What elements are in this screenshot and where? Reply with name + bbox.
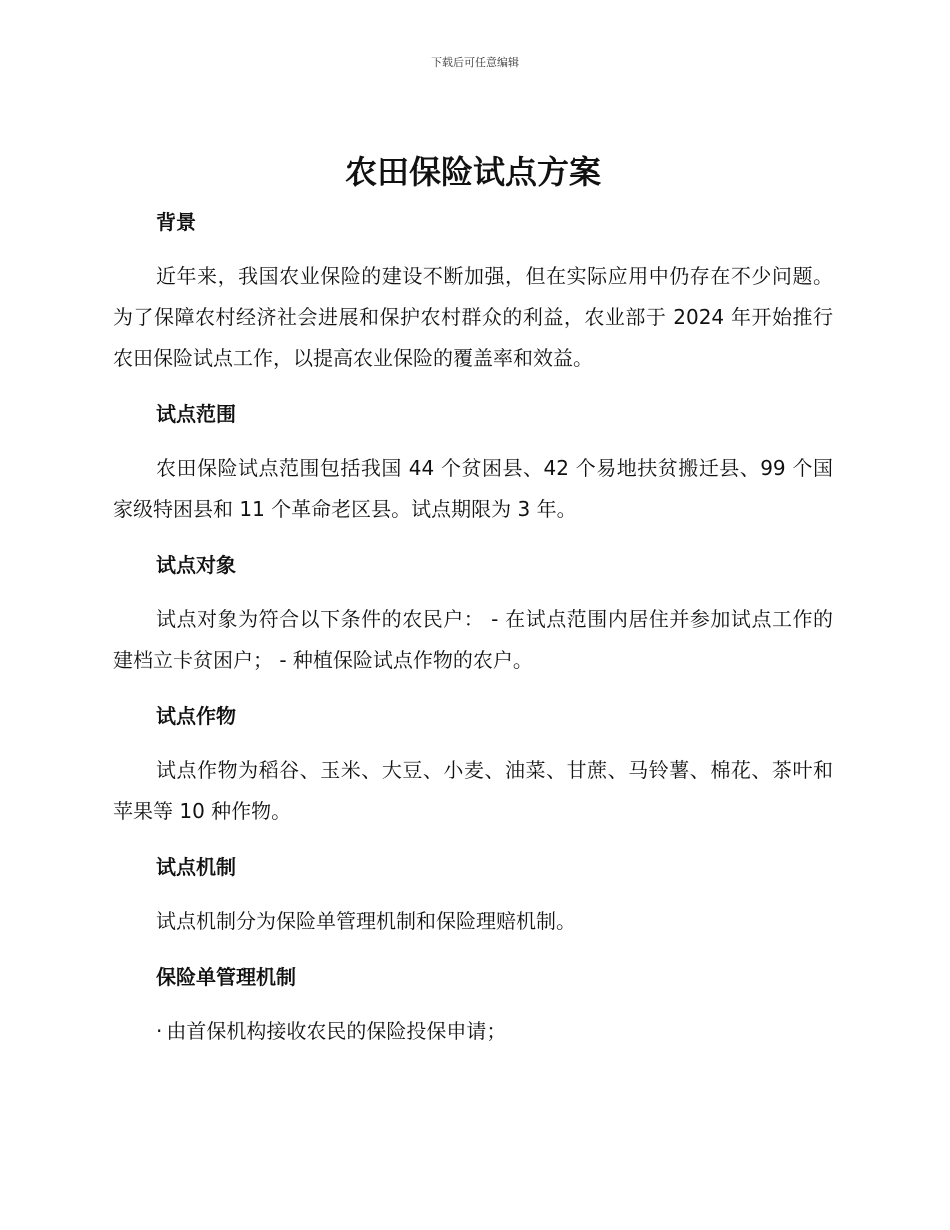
section-heading: 试点机制 xyxy=(156,855,236,879)
bullet-text: 由首保机构接收农民的保险投保申请； xyxy=(166,1019,507,1043)
section-paragraph: 试点机制分为保险单管理机制和保险理赔机制。 xyxy=(156,909,576,933)
section-heading: 试点作物 xyxy=(156,704,236,728)
section-paragraph: 近年来，我国农业保险的建设不断加强，但在实际应用中仍存在不少问题。为了保障农村经济社会进展和保护农村群众的利益，农业部于 2024 年开始推行农田保险试点工作，以提高农业保险的覆盖率和效益。 xyxy=(113,264,833,370)
section-paragraph: 试点作物为稻谷、玉米、大豆、小麦、油菜、甘蔗、马铃薯、棉花、茶叶和苹果等 10 种作物。 xyxy=(113,758,833,823)
section-heading: 背景 xyxy=(156,210,196,234)
section-paragraph: 试点对象为符合以下条件的农民户： - 在试点范围内居住并参加试点工作的建档立卡贫困户； - 种植保险试点作物的农户。 xyxy=(113,607,833,672)
document-title: 农田保险试点方案 xyxy=(344,153,601,191)
section-crops xyxy=(113,702,833,832)
document-body xyxy=(113,150,833,1052)
bullet-dot: · xyxy=(156,1019,163,1043)
section-scope xyxy=(113,400,833,530)
bullet-item xyxy=(113,1011,833,1052)
section-heading: 试点范围 xyxy=(156,402,236,426)
section-mechanism xyxy=(113,853,833,942)
section-paragraph: 农田保险试点范围包括我国 44 个贫困县、42 个易地扶贫搬迁县、99 个国家级特困县和 11 个革命老区县。试点期限为 3 年。 xyxy=(113,456,833,521)
section-heading: 试点对象 xyxy=(156,553,236,577)
section-target xyxy=(113,551,833,681)
section-background xyxy=(113,208,833,379)
section-heading: 保险单管理机制 xyxy=(156,965,296,989)
header-note: 下载后可任意编辑 xyxy=(431,56,519,69)
section-policy-management xyxy=(113,963,833,1052)
